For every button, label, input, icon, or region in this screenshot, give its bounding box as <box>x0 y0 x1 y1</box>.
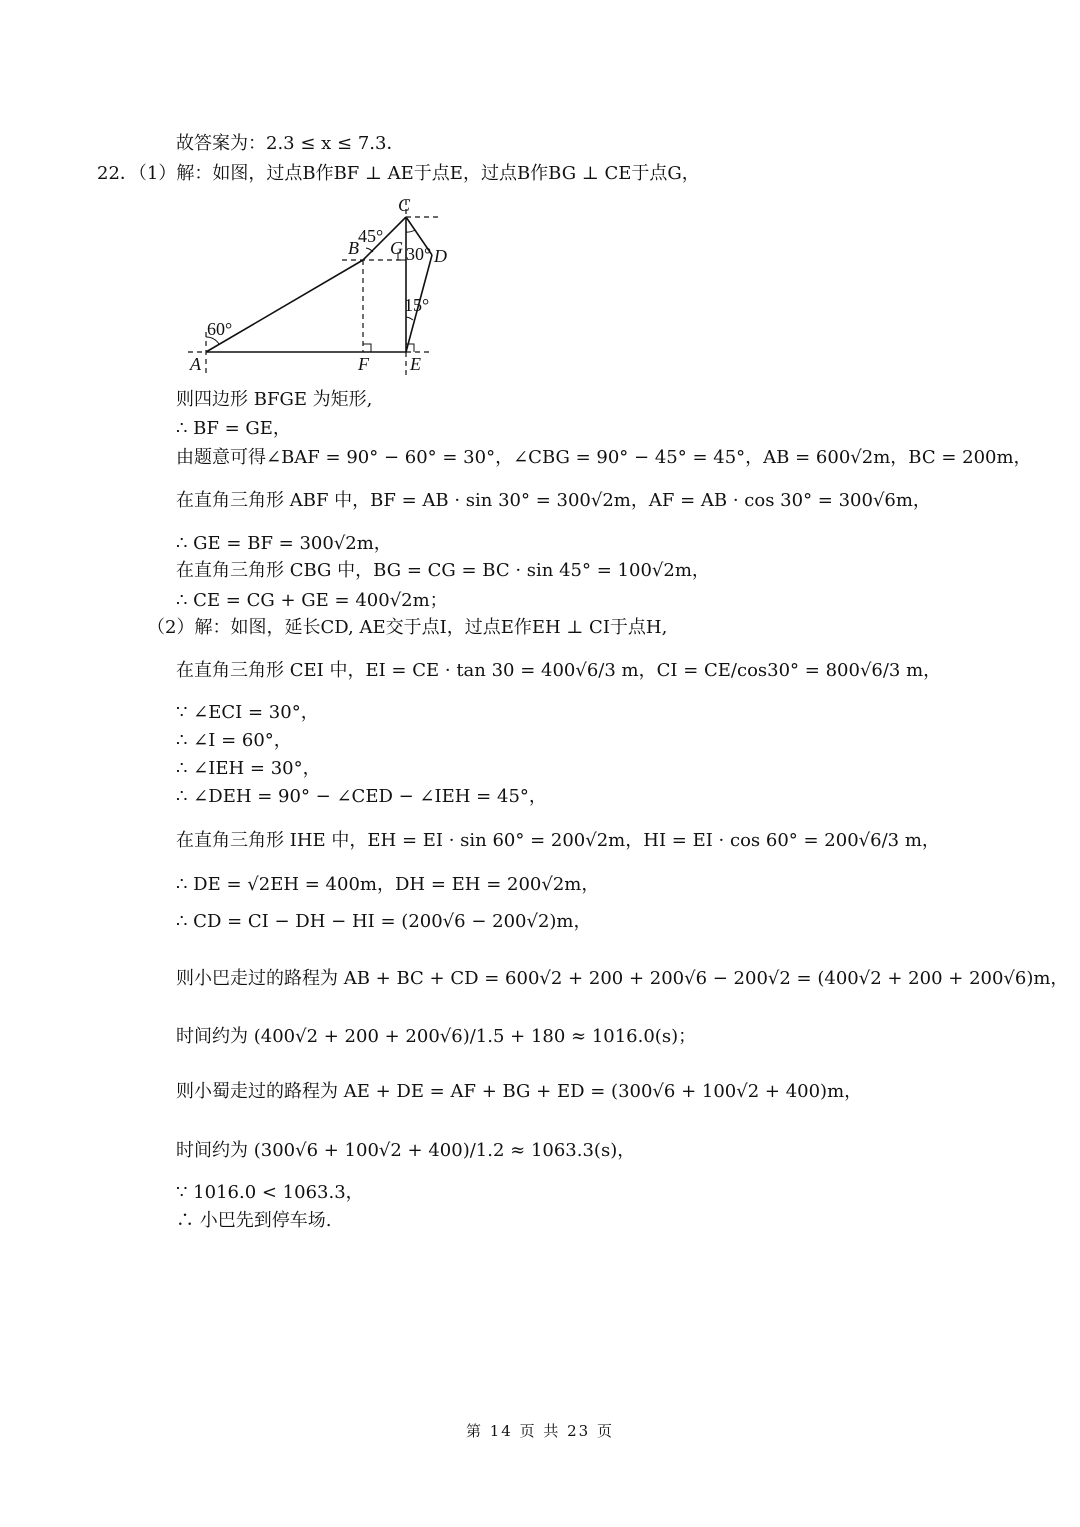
p1-line-7: ∴ CE = CG + GE = 400√2m； <box>176 590 448 611</box>
p2-line-1: 在直角三角形 CEI 中，EI = CE · tan 30 = 400√6/3 m，CI = CE/cos30° = 800√6/3 m， <box>176 660 942 681</box>
p1-line-5: ∴ GE = BF = 300√2m， <box>176 533 392 554</box>
previous-answer-line: 故答案为：2.3 ≤ x ≤ 7.3． <box>176 133 405 154</box>
p2-line-4: ∴ ∠IEH = 30°， <box>176 758 321 779</box>
p1-line-3: 由题意可得∠BAF = 90° − 60° = 30°，∠CBG = 90° − 45° = 45°，AB = 600√2m，BC = 200m， <box>176 447 1032 468</box>
q22-part1-intro: 22．（1）解：如图，过点B作BF ⊥ AE于点E，过点B作BG ⊥ CE于点G， <box>97 163 700 184</box>
p2-line-7: ∴ DE = √2EH = 400m，DH = EH = 200√2m， <box>176 874 600 895</box>
angle-arc-c <box>406 230 415 232</box>
p2-line-10: 时间约为 (400√2 + 200 + 200√6)/1.5 + 180 ≈ 1016.0(s)； <box>176 1026 697 1047</box>
q22-part2-intro: （2）解：如图，延长CD, AE交于点I，过点E作EH ⊥ CI于点H, <box>147 617 668 638</box>
p2-line-11: 则小蜀走过的路程为 AE + DE = AF + BG + ED = (300√6 + 100√2 + 400)m， <box>176 1081 863 1102</box>
label-c: C <box>398 195 411 215</box>
label-g: G <box>390 238 403 258</box>
angle-arc-e <box>406 317 413 320</box>
label-f: F <box>358 354 369 374</box>
p1-line-4: 在直角三角形 ABF 中，BF = AB · sin 30° = 300√2m，AF = AB · cos 30° = 300√6m， <box>176 490 931 511</box>
p2-line-5: ∴ ∠DEH = 90° − ∠CED − ∠IEH = 45°， <box>176 786 547 807</box>
page-footer: 第 14 页 共 23 页 <box>465 1422 614 1440</box>
label-e: E <box>410 354 421 374</box>
label-a: A <box>190 354 201 374</box>
label-angle-a: 60° <box>207 319 233 339</box>
p2-line-8: ∴ CD = CI − DH − HI = (200√6 − 200√2)m， <box>176 911 592 932</box>
label-angle-e: 15° <box>404 295 430 315</box>
p2-line-9: 则小巴走过的路程为 AB + BC + CD = 600√2 + 200 + 200√6 − 200√2 = (400√2 + 200 + 200√6)m， <box>176 968 1069 989</box>
p2-line-6: 在直角三角形 IHE 中，EH = EI · sin 60° = 200√2m，HI = EI · cos 60° = 200√6/3 m， <box>176 830 940 851</box>
p2-line-2: ∵ ∠ECI = 30°， <box>176 702 319 723</box>
right-angle-f <box>363 344 371 352</box>
geometry-figure <box>180 192 460 378</box>
p1-line-2: ∴ BF = GE， <box>176 418 291 439</box>
p2-line-3: ∴ ∠I = 60°， <box>176 730 292 751</box>
label-angle-c: 30° <box>406 244 432 264</box>
label-angle-b: 45° <box>358 226 384 246</box>
p2-line-13: ∵ 1016.0 < 1063.3， <box>176 1182 364 1203</box>
label-d: D <box>434 246 447 266</box>
p2-line-14: ∴ 小巴先到停车场. <box>176 1210 332 1231</box>
p1-line-1: 则四边形 BFGE 为矩形, <box>176 389 373 410</box>
label-b: B <box>348 238 359 258</box>
p1-line-6: 在直角三角形 CBG 中，BG = CG = BC · sin 45° = 100√2m， <box>176 560 710 581</box>
p2-line-12: 时间约为 (300√6 + 100√2 + 400)/1.2 ≈ 1063.3(s)， <box>176 1140 636 1161</box>
